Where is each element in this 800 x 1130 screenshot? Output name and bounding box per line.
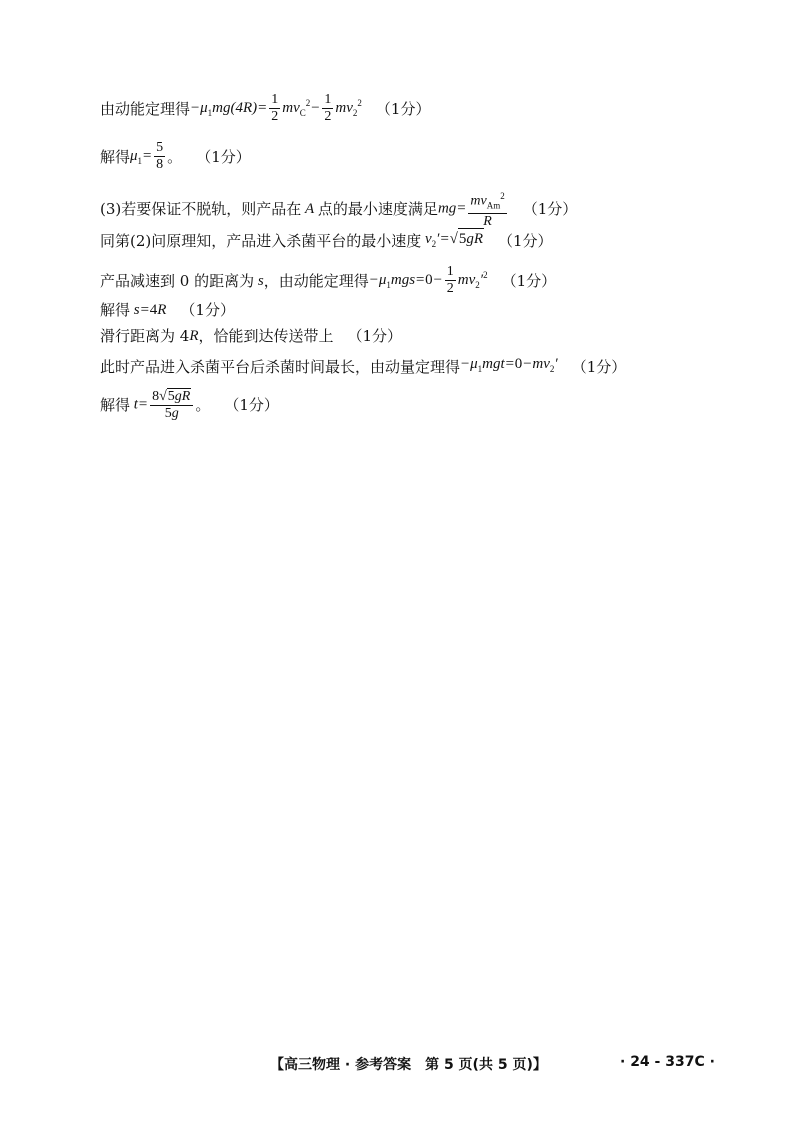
footer-page-info: 【高三物理 · 参考答案 第 5 页(共 5 页)】: [270, 1057, 547, 1073]
equation-deceleration: $-\mu_1mgs=0-$ $\frac{1}{2}$ $mv_2'^2$: [368, 264, 488, 296]
score-label: （1分）: [522, 200, 578, 219]
equation-distance-result: s=4R: [130, 302, 167, 318]
solution-line-7: 滑行距离为 4 R ，恰能到达传送带上 （1分）: [100, 327, 403, 345]
equation-min-speed: $v_2'=√$ 5gR: [421, 228, 484, 254]
equation-energy-theorem: $-\mu_1mg(4R)=$ $\frac{1}{2}$ $mv_C^2-$ $\frac{1}{2}$ $mv_2^2$: [190, 92, 362, 124]
solution-line-5: 产品减速到 0 的距离为 s ，由动能定理得 $-\mu_1mgs=0-$ $\frac{1}{2}$ $mv_2'^2$ （1分）: [100, 264, 557, 296]
footer-doc-code: · 24 - 337C ·: [620, 1054, 715, 1070]
solution-line-9: 解得 t= 8√ 5gR 5g 。 （1分）: [100, 389, 279, 421]
score-label: （1分）: [501, 271, 557, 290]
solution-line-1: 由动能定理得 $-\mu_1mg(4R)=$ $\frac{1}{2}$ $mv_C^2-$ $\frac{1}{2}$ $mv_2^2$ （1分）: [100, 92, 431, 124]
score-label: （1分）: [375, 99, 431, 118]
score-label: （1分）: [497, 232, 553, 250]
equation-mu-result: $\mu_1=$ $\frac{5}{8}$: [130, 140, 164, 172]
solution-line-4: 同第(2)问原理知，产品进入杀菌平台的最小速度 $v_2'=√$ 5gR （1分）: [100, 228, 553, 254]
solution-line-3: (3)若要保证不脱轨，则产品在 A 点的最小速度满足 mg= $\frac{mv_{Am}^2}{R}$ （1分）: [100, 188, 577, 230]
solution-line-2: 解得 $\mu_1=$ $\frac{5}{8}$ 。 （1分）: [100, 140, 251, 172]
equation-time-result: t= 8√ 5gR 5g: [130, 388, 195, 422]
equation-min-speed-condition: mg= $\frac{mv_{Am}^2}{R}$: [438, 188, 509, 230]
solution-line-8: 此时产品进入杀菌平台后杀菌时间最长，由动量定理得 $-\mu_1mgt=0-mv_2'$ （1分）: [100, 354, 626, 379]
score-label: （1分）: [571, 357, 627, 376]
score-label: （1分）: [196, 147, 251, 166]
score-label: （1分）: [180, 301, 235, 319]
score-label: （1分）: [347, 327, 403, 345]
score-label: （1分）: [224, 396, 279, 414]
equation-momentum-theorem: $-\mu_1mgt=0-mv_2'$: [460, 356, 558, 374]
solution-line-6: 解得 s=4R （1分）: [100, 301, 235, 319]
